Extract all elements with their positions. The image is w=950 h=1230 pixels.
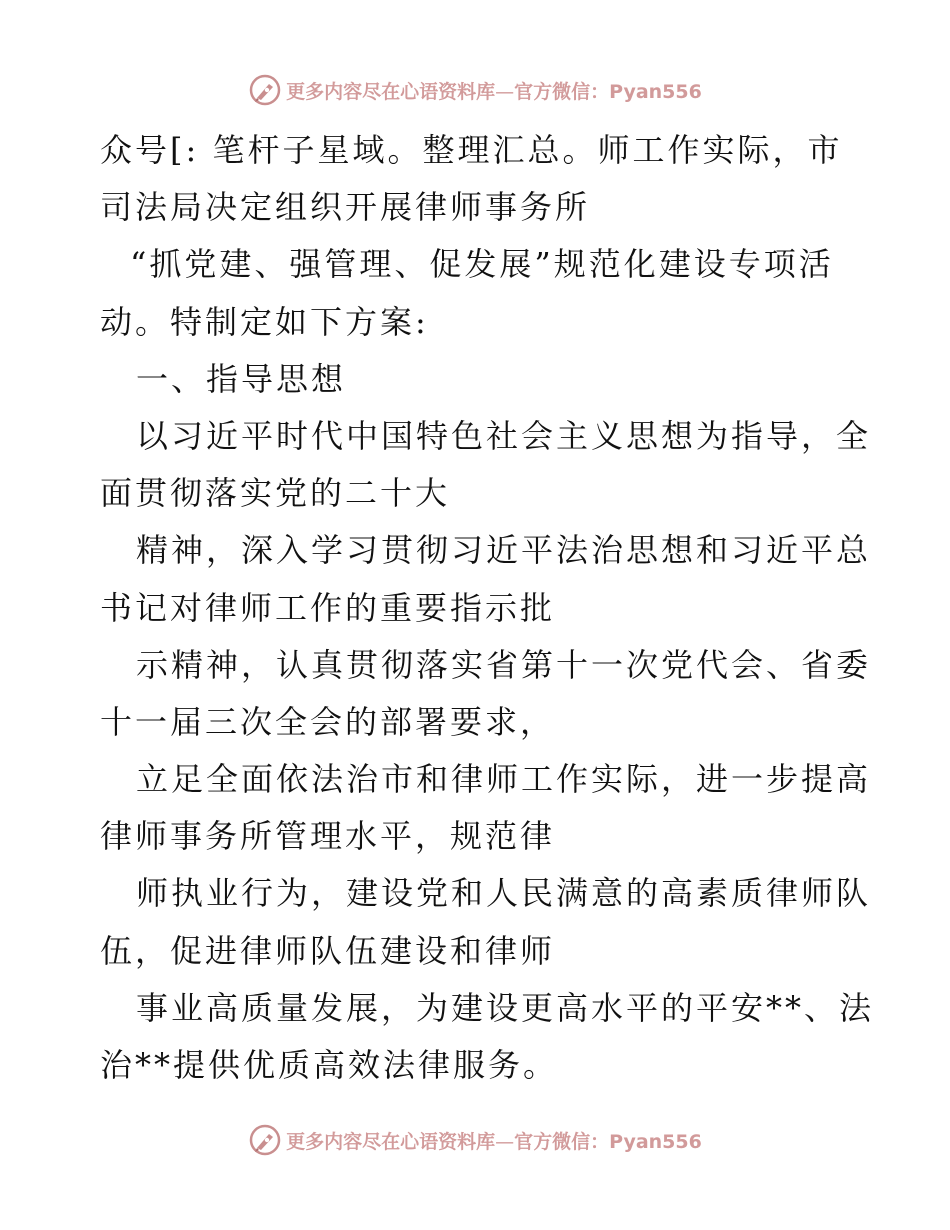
body-line: 十一届三次全会的部署要求，	[100, 702, 556, 741]
body-line: 师执业行为，建设党和人民满意的高素质律师队	[136, 874, 872, 913]
body-line: 伍，促进律师队伍建设和律师	[100, 931, 556, 970]
body-line: 事业高质量发展，为建设更高水平的平安**、法	[136, 988, 875, 1027]
body-line: “抓党建、强管理、促发展”规范化建设专项活	[130, 245, 834, 284]
body-line: 以习近平时代中国特色社会主义思想为指导，全	[136, 416, 872, 455]
body-line: 司法局决定组织开展律师事务所	[100, 188, 591, 227]
watermark-text: 更多内容尽在心语资料库—官方微信：Pyan556	[286, 80, 702, 103]
watermark-text: 更多内容尽在心语资料库—官方微信：Pyan556	[286, 1130, 702, 1153]
footer-watermark	[0, 1120, 950, 1160]
body-line: 治**提供优质高效法律服务。	[100, 1046, 559, 1084]
section-heading: 一、指导思想	[136, 359, 347, 398]
pen-nib-logo-icon	[248, 73, 282, 107]
body-line: 立足全面依法治市和律师工作实际，进一步提高	[136, 760, 872, 799]
body-line: 精神，深入学习贯彻习近平法治思想和习近平总	[136, 531, 872, 570]
body-line: 示精神，认真贯彻落实省第十一次党代会、省委	[136, 645, 872, 684]
header-watermark	[0, 70, 950, 110]
body-line: 动。特制定如下方案:	[100, 302, 429, 341]
pen-nib-logo-icon	[248, 1123, 282, 1157]
document-body	[100, 122, 875, 1094]
body-line: 律师事务所管理水平，规范律	[100, 817, 556, 856]
body-line: 面贯彻落实党的二十大	[100, 474, 451, 513]
body-line: 众号[: 笔杆子星域。整理汇总。师工作实际，市	[100, 131, 843, 169]
body-line: 书记对律师工作的重要指示批	[100, 588, 556, 627]
